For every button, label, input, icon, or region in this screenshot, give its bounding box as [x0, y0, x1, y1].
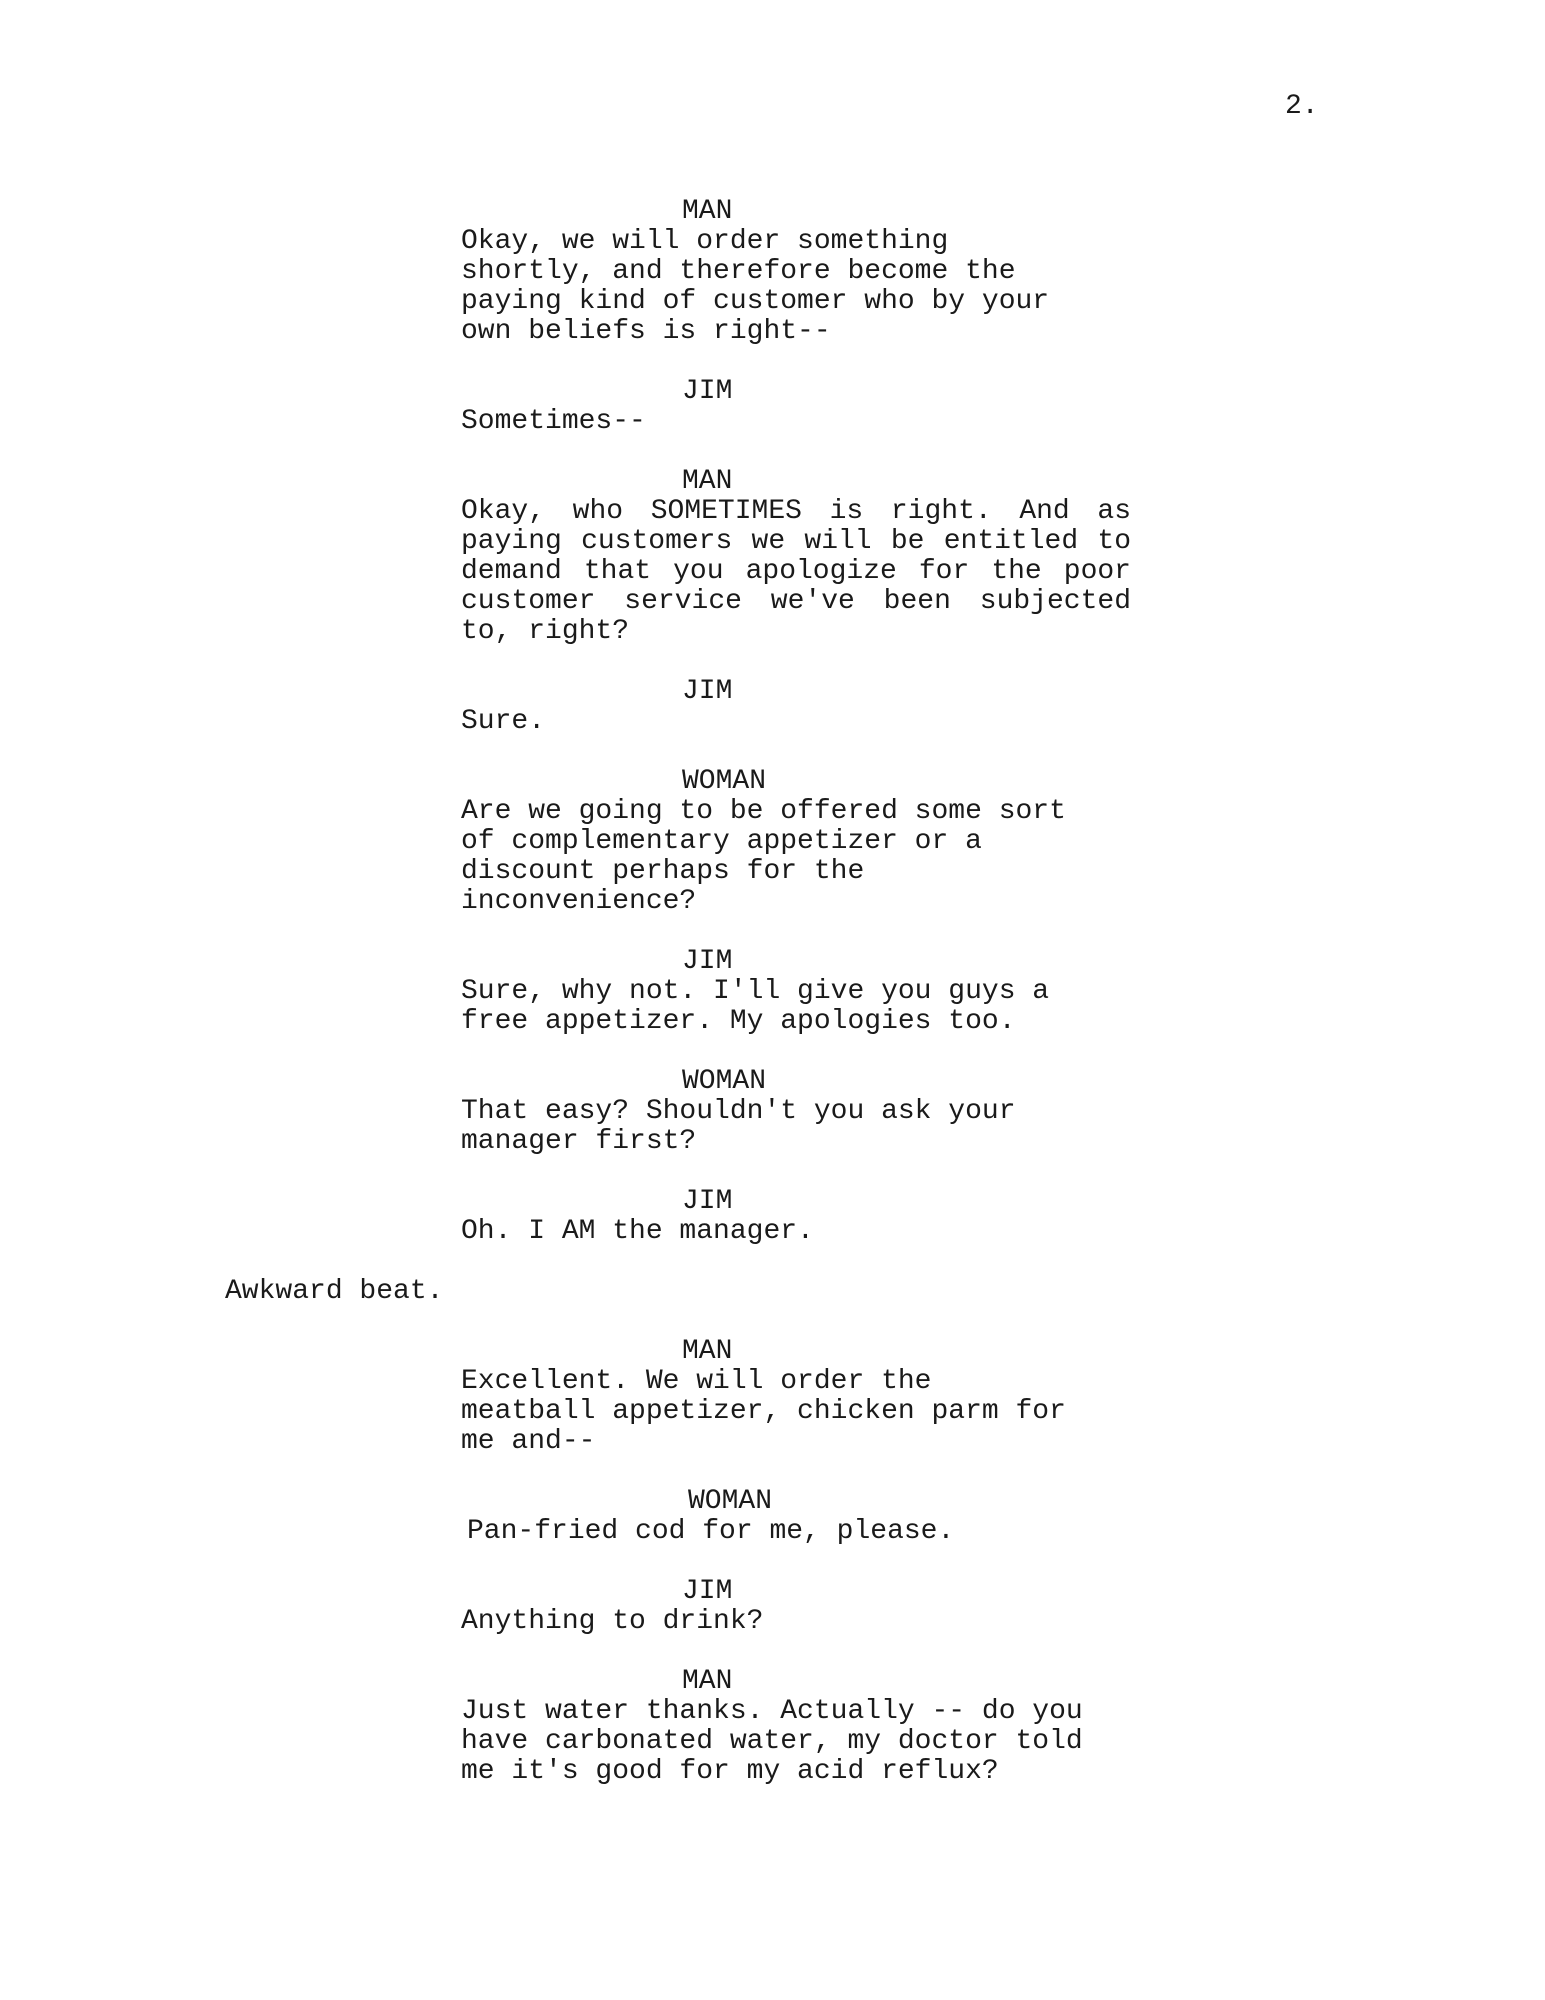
dialogue-text: Pan-fried cod for me, please. — [467, 1516, 955, 1547]
character-name: WOMAN — [682, 1066, 767, 1097]
character-name: MAN — [682, 1666, 733, 1697]
character-name: MAN — [682, 466, 733, 497]
dialogue-block — [0, 1187, 1545, 1247]
character-name: WOMAN — [682, 766, 767, 797]
character-name: MAN — [682, 1336, 733, 1367]
dialogue-block — [0, 1577, 1545, 1637]
dialogue-block — [0, 1067, 1545, 1157]
dialogue-block — [0, 1667, 1545, 1787]
page-number: 2. — [1285, 91, 1319, 122]
dialogue-block — [0, 767, 1545, 917]
dialogue-text: Sure, why not. I'll give you guys a free appetizer. My apologies too. — [461, 976, 1050, 1037]
character-name: JIM — [682, 1186, 733, 1217]
character-name: JIM — [682, 1576, 733, 1607]
screenplay-body — [0, 197, 1545, 1817]
dialogue-block — [0, 197, 1545, 347]
character-name: JIM — [682, 946, 733, 977]
dialogue-text: Are we going to be offered some sort of complementary appetizer or a discount perhaps for the inconvenience? — [461, 796, 1066, 917]
dialogue-block — [0, 947, 1545, 1037]
dialogue-text: That easy? Shouldn't you ask your manager first? — [461, 1096, 1016, 1157]
dialogue-block — [0, 677, 1545, 737]
action-text: Awkward beat. — [225, 1276, 444, 1307]
character-name: JIM — [682, 376, 733, 407]
dialogue-text: Excellent. We will order the meatball appetizer, chicken parm for me and-- — [461, 1366, 1066, 1457]
dialogue-block — [0, 1487, 1545, 1547]
dialogue-block — [0, 1337, 1545, 1457]
dialogue-text: Sure. — [461, 706, 546, 737]
dialogue-text: Okay, we will order something shortly, and therefore become the paying kind of customer who by your own beliefs is right-- — [461, 226, 1050, 347]
character-name: JIM — [682, 676, 733, 707]
dialogue-block — [0, 467, 1545, 647]
dialogue-text: Just water thanks. Actually -- do you have carbonated water, my doctor told me it's good for my acid reflux? — [461, 1696, 1083, 1787]
dialogue-block — [0, 377, 1545, 437]
action-block — [0, 1277, 1545, 1307]
dialogue-text: Anything to drink? — [461, 1606, 764, 1637]
character-name: WOMAN — [688, 1486, 773, 1517]
character-name: MAN — [682, 196, 733, 227]
dialogue-text: Sometimes-- — [461, 406, 646, 437]
dialogue-text: Okay, who SOMETIMES is right. And as paying customers we will be entitled to demand that you apologize for the poor customer service we've been subjected to, right? — [461, 496, 1131, 647]
dialogue-text: Oh. I AM the manager. — [461, 1216, 814, 1247]
